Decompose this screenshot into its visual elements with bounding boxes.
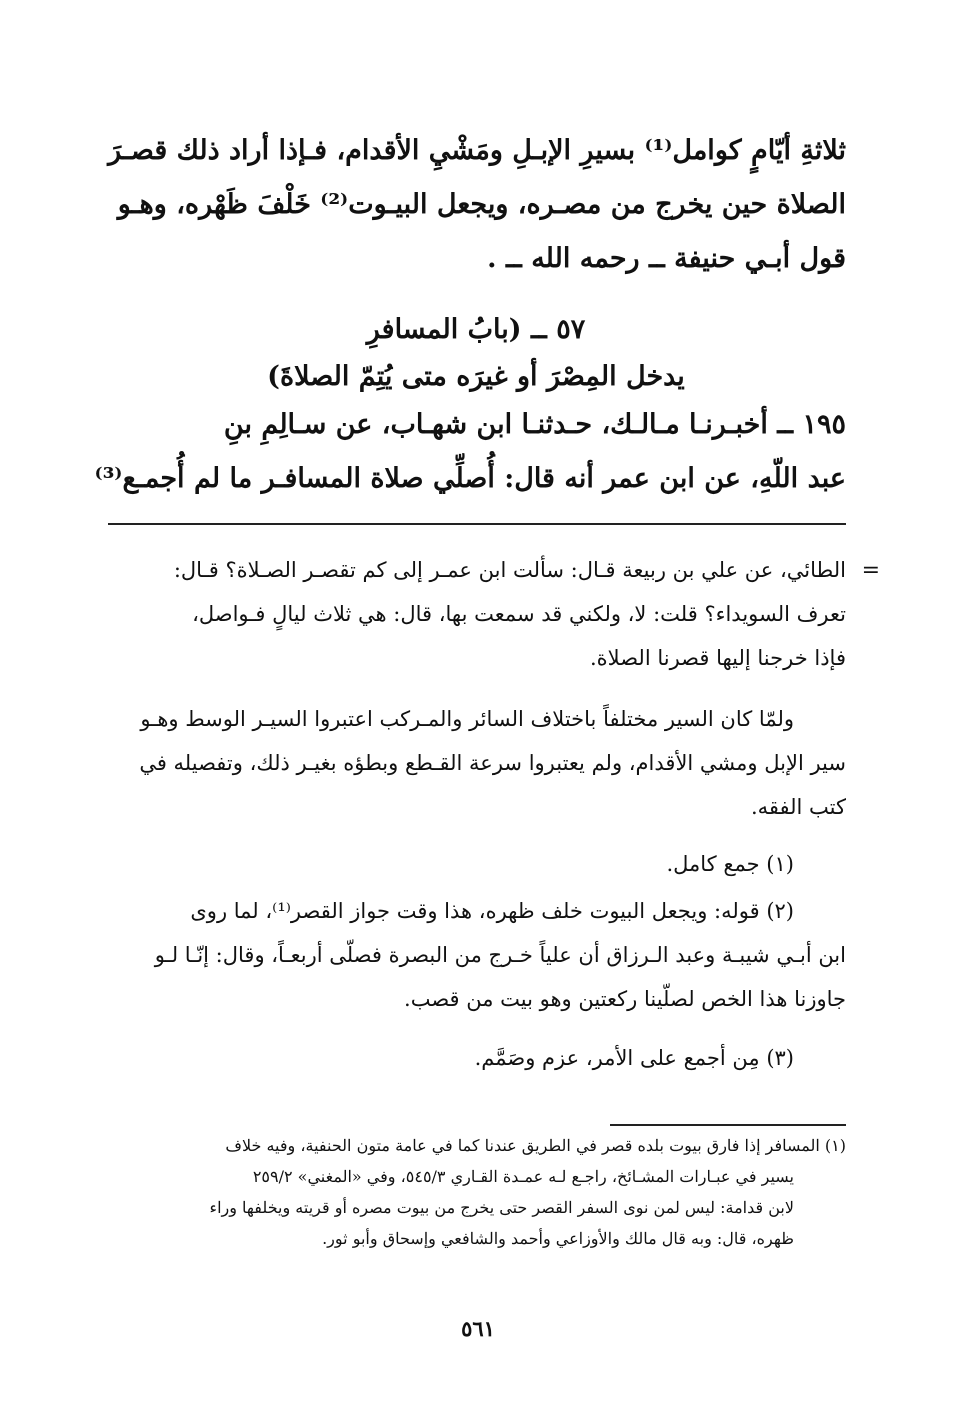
footnote [106,1130,846,1254]
main-text-line: ثلاثةِ أيّامٍ كوامل⁽¹⁾ بسيرِ الإبـلِ ومَشْيِ الأقدام، فـإذا أراد ذلك قصـرَ [108,135,846,166]
hadith-line: عبد اللّهِ، عن ابن عمر أنه قال: أُصلِّي صلاة المسافـر ما لم أُجمـع⁽³⁾ [94,463,846,494]
note-line: سير الإبل ومشي الأقدام، ولم يعتبروا سرعة القـطع وبطؤه بغيـر ذلك، وتفصيله في [139,751,846,775]
note-paragraph-sawda [106,548,846,680]
hadith-text [94,398,846,506]
chapter-heading: ٥٧ ــ (بابُ المسافرِ [366,314,586,345]
chapter-subheading: يدخل المِصْرَ أو غيرَه متى يُتِمّ الصلاةَ) [267,361,685,392]
footnote-line: (١) المسافر إذا فارق بيوت بلده قصر في الطريق عندنا كما في عامة متون الحنفية، وفيه خلاف [225,1136,846,1155]
note-3 [106,1036,846,1080]
note-line: ابن أبـي شيبـة وعبد الـرزاق أن علياً خـرج من البصرة فصلّى أربعـاً، وقال: إنّـا لـو [154,943,846,967]
note-line: تعرف السويداء؟ قلت: لا، ولكني قد سمعت بها، قال: هي ثلاث ليالٍ فـواصل، [192,602,846,626]
note-line: (١) جمع كامل. [666,852,794,876]
note-line: (٢) قوله: ويجعل البيوت خلف ظهره، هذا وقت جواز القصر⁽¹⁾، لما روى [190,899,794,923]
main-divider [108,523,846,525]
main-text-line: الصلاة حين يخرج من مصـره، ويجعل البيـوت⁽²⁾ خَلْفَ ظَهْره، وهـو [117,189,846,220]
note-line: فإذا خرجنا إليها قصرنا الصلاة. [590,646,846,670]
note-1 [106,842,846,886]
main-text [106,124,846,286]
main-text-line: قول أبـي حنيفة ــ رحمه الله ــ . [487,243,846,274]
footnote-line: لابن قدامة: ليس لمن نوى السفر القصر حتى يخرج من بيوت مصره أو قريته ويخلفها وراء [209,1198,794,1217]
continuation-mark: = [861,558,880,583]
footnote-line: ظهره، قال: وبه قال مالك والأوزاعي وأحمد والشافعي وإسحاق وأبو ثور. [322,1229,794,1248]
note-line: الطائي، عن علي بن ربيعة قـال: سألت ابن عمـر إلى كم تقصـر الصـلاة؟ قـال: [173,558,846,582]
note-2 [106,889,846,1021]
hadith-line: ١٩٥ ــ أخبـرنـا مـالـك، حـدثنـا ابن شهـاب، عن سـالِمِ بنِ [223,409,846,440]
note-line: كتب الفقه. [750,795,846,819]
note-line: ولمّا كان السير مختلفاً باختلاف السائر والمـركب اعتبروا السيـر الوسط وهـو [140,707,794,731]
note-paragraph-sayr [106,697,846,829]
note-line: (٣) مِن أجمع على الأمر، عزم وصَمَّم. [474,1046,794,1070]
note-line: جاوزنا هذا الخص لصلّينا ركعتين وهو بيت من قصب. [404,987,846,1011]
page-number: ٥٦١ [461,1316,495,1341]
footnote-line: يسير في عبـارات المشـائخ، راجـع لـه عمـدة القـاري ٥٤٥/٣، وفي «المغني» ٢٥٩/٢ [252,1167,794,1186]
footnote-divider [610,1124,846,1126]
